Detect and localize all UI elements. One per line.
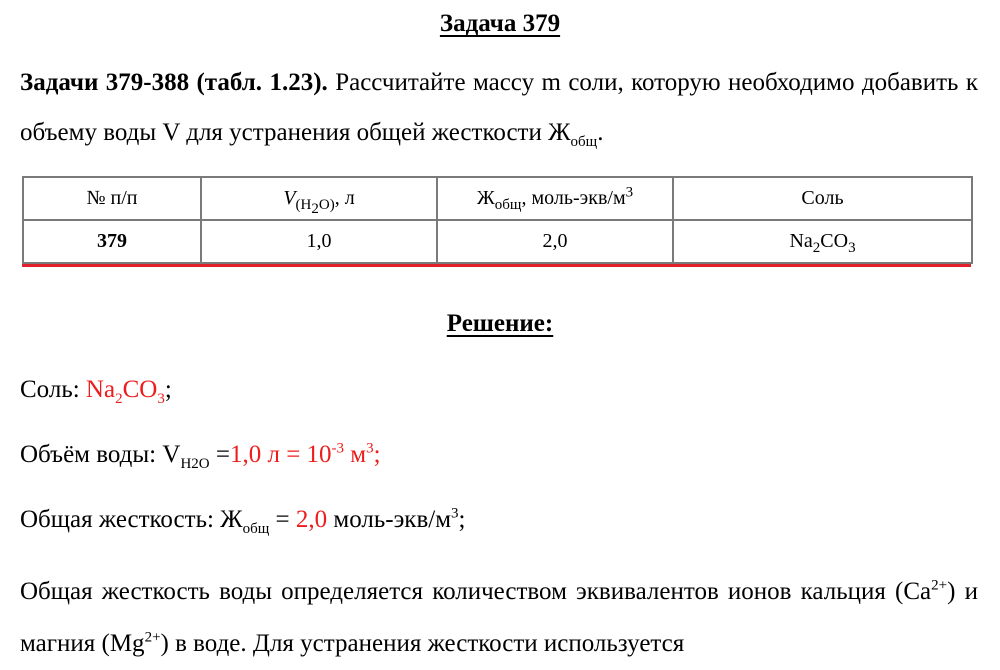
volume-sub: H2O <box>180 456 210 472</box>
salt-line <box>20 376 172 407</box>
cell-salt-a: Na <box>789 230 813 252</box>
cell-hardness: 2,0 <box>437 220 673 263</box>
cell-salt-sub: 2 <box>812 240 821 256</box>
header-volume-unit: , л <box>334 187 355 209</box>
volume-unit-sup: 3 <box>366 440 374 457</box>
explanation-part-c: ) в воде. Для устранения жесткости используется <box>160 630 685 657</box>
explanation-part-b: ) и магния (Mg <box>20 578 978 657</box>
task-range-label: Задачи 379-388 (табл. 1.23). <box>20 69 328 96</box>
explanation-sup-2: 2+ <box>144 629 161 646</box>
header-hardness-unit: , моль-экв/м <box>521 187 626 209</box>
cell-salt <box>673 220 972 263</box>
header-volume-sub <box>295 197 335 217</box>
volume-unit: м <box>344 441 367 468</box>
salt-label: Соль: <box>20 376 86 403</box>
header-hardness-letter: Ж <box>476 187 495 209</box>
explanation-paragraph <box>20 566 978 670</box>
table-header-row <box>23 177 972 220</box>
task-text: Рассчитайте массу m соли, которую необходимо добавить к объему воды V для устранения общей жесткости Ж <box>20 69 978 146</box>
volume-value-text: 1,0 л = 10 <box>229 441 332 468</box>
header-volume-sub1: (H <box>295 197 312 213</box>
volume-value <box>230 441 381 468</box>
explanation-part-a: Общая жесткость воды определяется количеством эквивалентов ионов кальция (Ca <box>20 578 932 605</box>
volume-end: ; <box>373 441 381 468</box>
hardness-line <box>20 505 466 537</box>
cell-salt-sub2: 3 <box>848 240 856 256</box>
salt-formula-b: CO <box>122 376 158 403</box>
task-title: Задача 379 <box>439 10 561 37</box>
hardness-unit: моль-экв/м <box>327 506 452 533</box>
header-volume <box>201 177 437 220</box>
salt-formula-sub: 2 <box>115 391 123 407</box>
salt-formula <box>85 376 165 407</box>
task-text-end: . <box>597 119 604 146</box>
data-table-wrapper <box>22 176 971 264</box>
salt-formula-a: Na <box>85 376 116 403</box>
table-row <box>23 220 972 263</box>
volume-eq: = <box>209 441 230 468</box>
explanation-sup-1: 2+ <box>931 577 948 594</box>
task-text-sub: общ <box>570 134 598 150</box>
header-volume-sub2: 2 <box>311 201 319 217</box>
header-salt: Соль <box>673 177 972 220</box>
header-volume-letter: V <box>283 187 296 209</box>
header-hardness-sub: общ <box>494 197 522 213</box>
header-hardness-sup: 3 <box>625 184 634 201</box>
cell-volume: 1,0 <box>201 220 437 263</box>
header-hardness <box>437 177 673 220</box>
task-statement <box>20 58 978 158</box>
salt-end: ; <box>164 376 172 403</box>
cell-num: 379 <box>23 220 201 263</box>
hardness-unit-sup: 3 <box>451 505 459 522</box>
header-volume-sub3: O) <box>318 197 335 213</box>
solution-heading: Решение: <box>446 310 554 337</box>
hardness-eq: = <box>269 506 296 533</box>
hardness-end: ; <box>458 506 466 533</box>
hardness-sub: общ <box>242 521 270 537</box>
hardness-label: Общая жесткость: Ж <box>20 506 243 533</box>
red-underline-divider <box>22 264 971 267</box>
header-num: № п/п <box>23 177 201 220</box>
data-table <box>22 176 973 264</box>
salt-formula-sub2: 3 <box>157 391 165 407</box>
volume-value-sup: -3 <box>331 440 345 457</box>
volume-label: Объём воды: V <box>20 441 181 468</box>
volume-line <box>20 440 381 472</box>
hardness-value: 2,0 <box>295 506 328 533</box>
cell-salt-b: CO <box>820 230 849 252</box>
